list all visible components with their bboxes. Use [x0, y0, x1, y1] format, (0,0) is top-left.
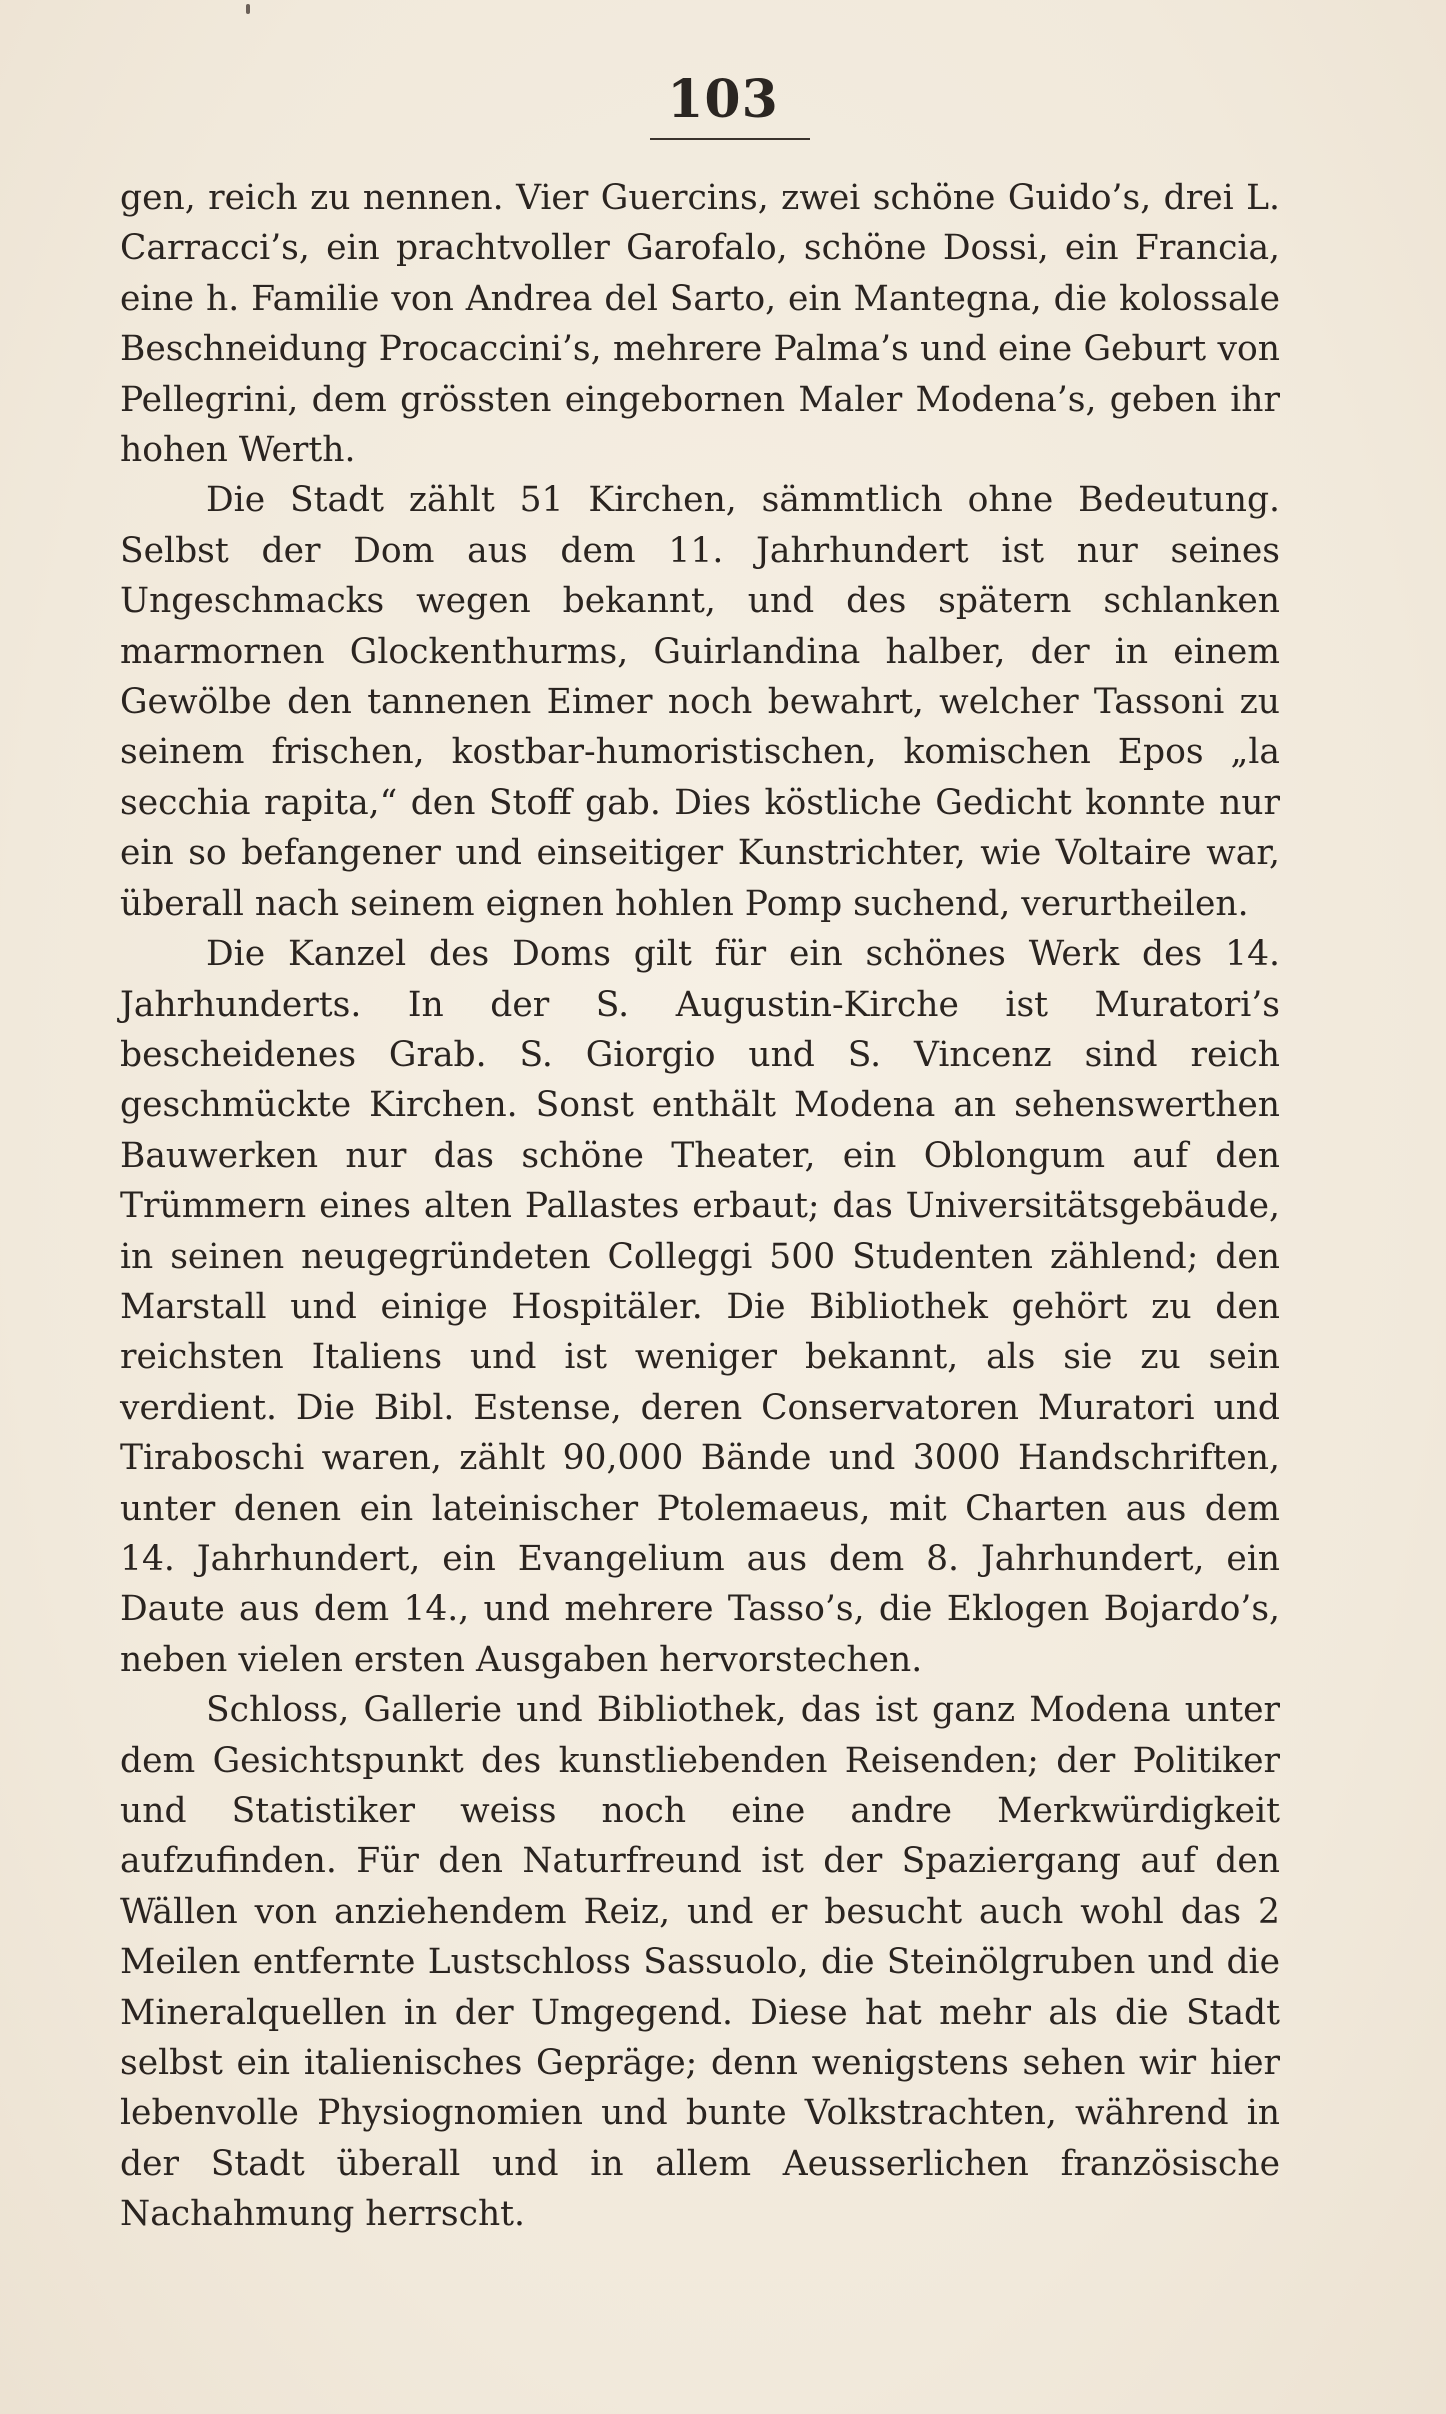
- page-number-rule: [650, 138, 810, 140]
- page-number: 103: [667, 69, 779, 130]
- ink-speck: [246, 4, 250, 14]
- paragraph-1: gen, reich zu nennen. Vier Guercins, zwei schöne Guido’s, drei L. Carracci’s, ein prachtvoller Garofalo, schöne Dossi, ein Francia, eine h. Familie von Andrea del Sarto, ein Mantegna, die kolossale Beschneidung Procaccini’s, mehrere Palma’s und eine Geburt von Pellegrini, dem grössten eingebornen Maler Modena’s, geben ihr hohen Werth.: [120, 178, 1280, 471]
- paragraph-2: Die Stadt zählt 51 Kirchen, sämmtlich ohne Bedeutung. Selbst der Dom aus dem 11. Jahrhundert ist nur seines Ungeschmacks wegen bekannt, und des spätern schlanken marmornen Glockenthurms, Guirlandina halber, der in einem Gewölbe den tannenen Eimer noch bewahrt, welcher Tassoni zu seinem frischen, kostbar-humoristischen, komischen Epos „la secchia rapita,“ den Stoff gab. Dies köstliche Gedicht konnte nur ein so befangener und einseitiger Kunstrichter, wie Voltaire war, überall nach seinem eignen hohlen Pomp suchend, verurtheilen.: [120, 480, 1280, 924]
- paragraph-4: Schloss, Gallerie und Bibliothek, das ist ganz Modena unter dem Gesichtspunkt des kunstliebenden Reisenden; der Politiker und Statistiker weiss noch eine andre Merkwürdigkeit aufzufinden. Für den Naturfreund ist der Spaziergang auf den Wällen von anziehendem Reiz, und er besucht auch wohl das 2 Meilen entfernte Lustschloss Sassuolo, die Steinölgruben und die Mineralquellen in der Umgegend. Diese hat mehr als die Stadt selbst ein italienisches Gepräge; denn wenigstens sehen wir hier lebenvolle Physiognomien und bunte Volkstrachten, während in der Stadt überall und in allem Aeusserlichen französische Nachahmung herrscht.: [120, 1690, 1280, 2235]
- paragraph-3: Die Kanzel des Doms gilt für ein schönes Werk des 14. Jahrhunderts. In der S. Augustin-Kirche ist Muratori’s bescheidenes Grab. S. Giorgio und S. Vincenz sind reich geschmückte Kirchen. Sonst enthält Modena an sehenswerthen Bauwerken nur das schöne Theater, ein Oblongum auf den Trümmern eines alten Pallastes erbaut; das Universitätsgebäude, in seinen neugegründeten Colleggi 500 Studenten zählend; den Marstall und einige Hospitäler. Die Bibliothek gehört zu den reichsten Italiens und ist weniger bekannt, als sie zu sein verdient. Die Bibl. Estense, deren Conservatoren Muratori und Tiraboschi waren, zählt 90,000 Bände und 3000 Handschriften, unter denen ein lateinischer Ptolemaeus, mit Charten aus dem 14. Jahrhundert, ein Evangelium aus dem 8. Jahrhundert, ein Daute aus dem 14., und mehrere Tasso’s, die Eklogen Bojardo’s, neben vielen ersten Ausgaben hervorstechen.: [120, 934, 1280, 1680]
- body-text: [120, 173, 1280, 2240]
